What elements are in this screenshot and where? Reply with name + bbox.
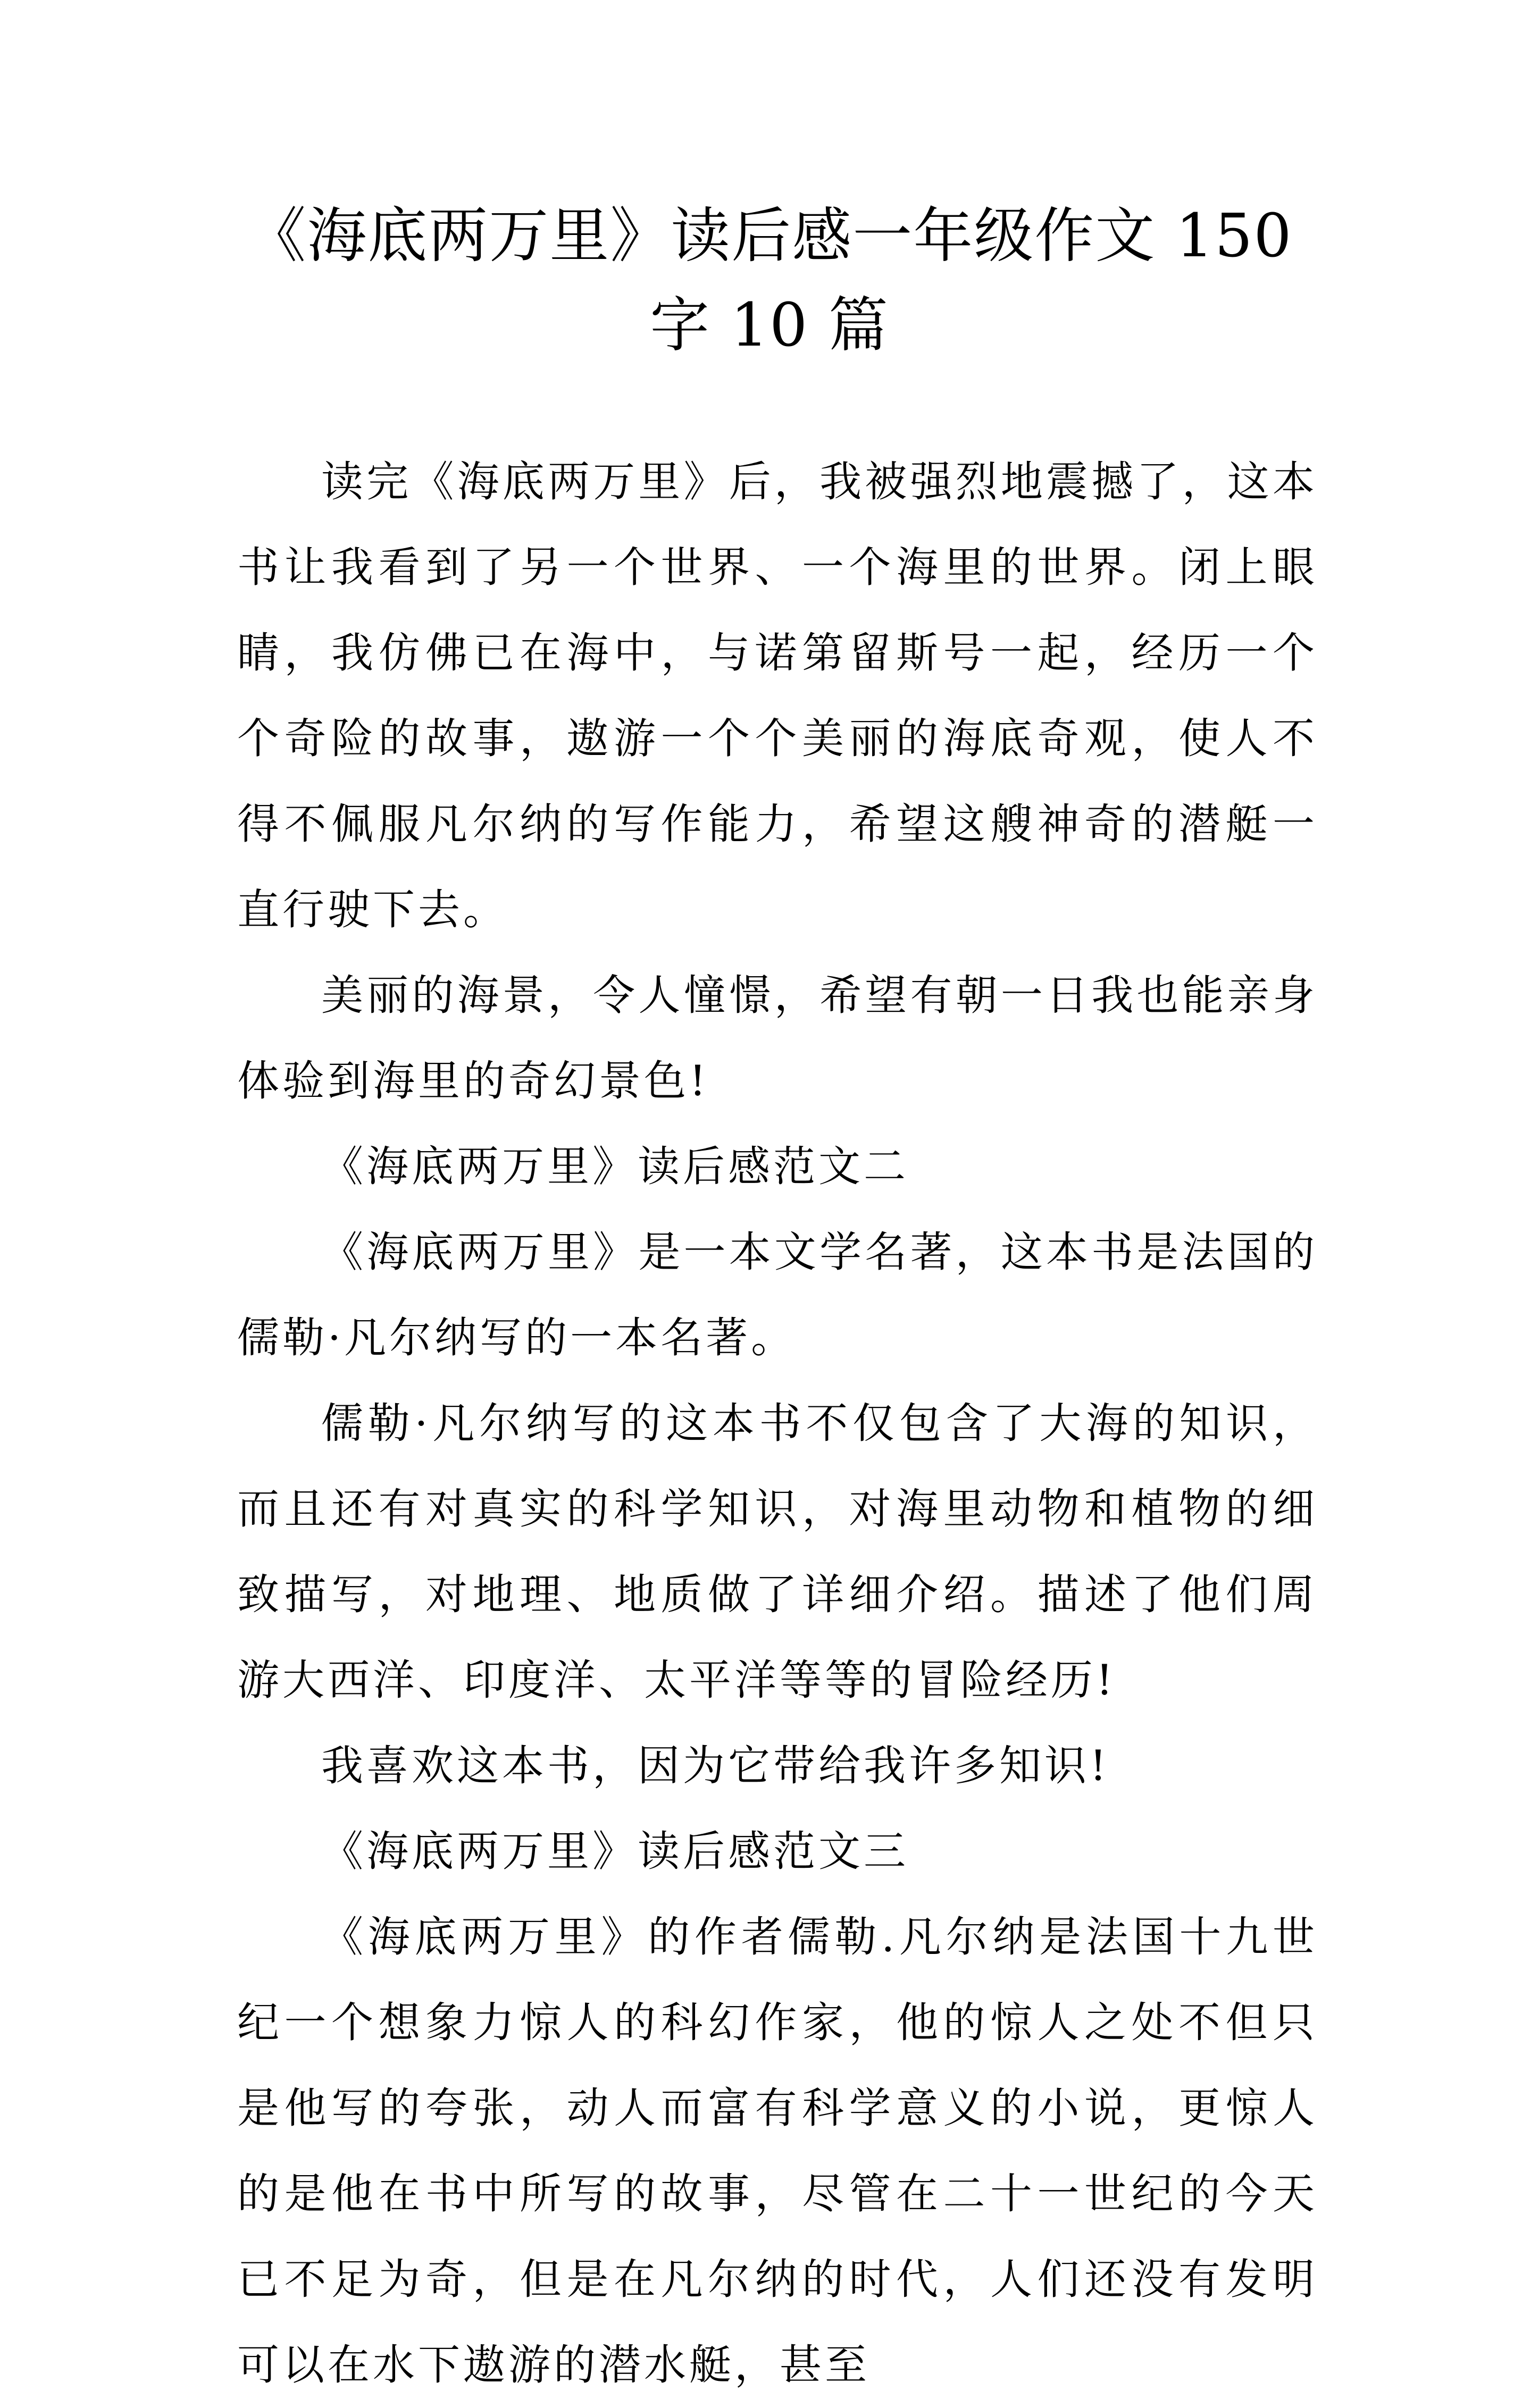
paragraph-1: 读完《海底两万里》后，我被强烈地震撼了，这本书让我看到了另一个世界、一个海里的世界。闭上眼睛，我仿佛已在海中，与诺第留斯号一起，经历一个个奇险的故事，遨游一个个美丽的海底奇观，使人不得不佩服凡尔纳的写作能力，希望这艘神奇的潜艇一直行驶下去。	[237, 457, 1318, 934]
paragraph-3: 《海底两万里》是一本文学名著，这本书是法国的儒勒·凡尔纳写的一本名著。	[237, 1228, 1318, 1362]
paragraph-2: 美丽的海景，令人憧憬，希望有朝一日我也能亲身体验到海里的奇幻景色!	[237, 971, 1318, 1105]
paragraph-6: 《海底两万里》的作者儒勒.凡尔纳是法国十九世纪一个想象力惊人的科幻作家，他的惊人之处不但只是他写的夸张，动人而富有科学意义的小说，更惊人的是他在书中所写的故事，尽管在二十一世纪的今天已不足为奇，但是在凡尔纳的时代，人们还没有发明可以在水下遨游的潜水艇，甚至	[237, 1912, 1318, 2389]
section-heading-2: 《海底两万里》读后感范文二	[321, 1142, 909, 1191]
document-body	[237, 439, 1318, 2408]
section-heading-3: 《海底两万里》读后感范文三	[321, 1827, 909, 1876]
paragraph-4: 儒勒·凡尔纳写的这本书不仅包含了大海的知识，而且还有对真实的科学知识，对海里动物和植物的细致描写，对地理、地质做了详细介绍。描述了他们周游大西洋、印度洋、太平洋等等的冒险经历!	[237, 1399, 1318, 1705]
paragraph-5: 我喜欢这本书，因为它带给我许多知识!	[321, 1741, 1110, 1790]
document-title: 《海底两万里》读后感一年级作文 150 字 10 篇	[246, 202, 1293, 360]
